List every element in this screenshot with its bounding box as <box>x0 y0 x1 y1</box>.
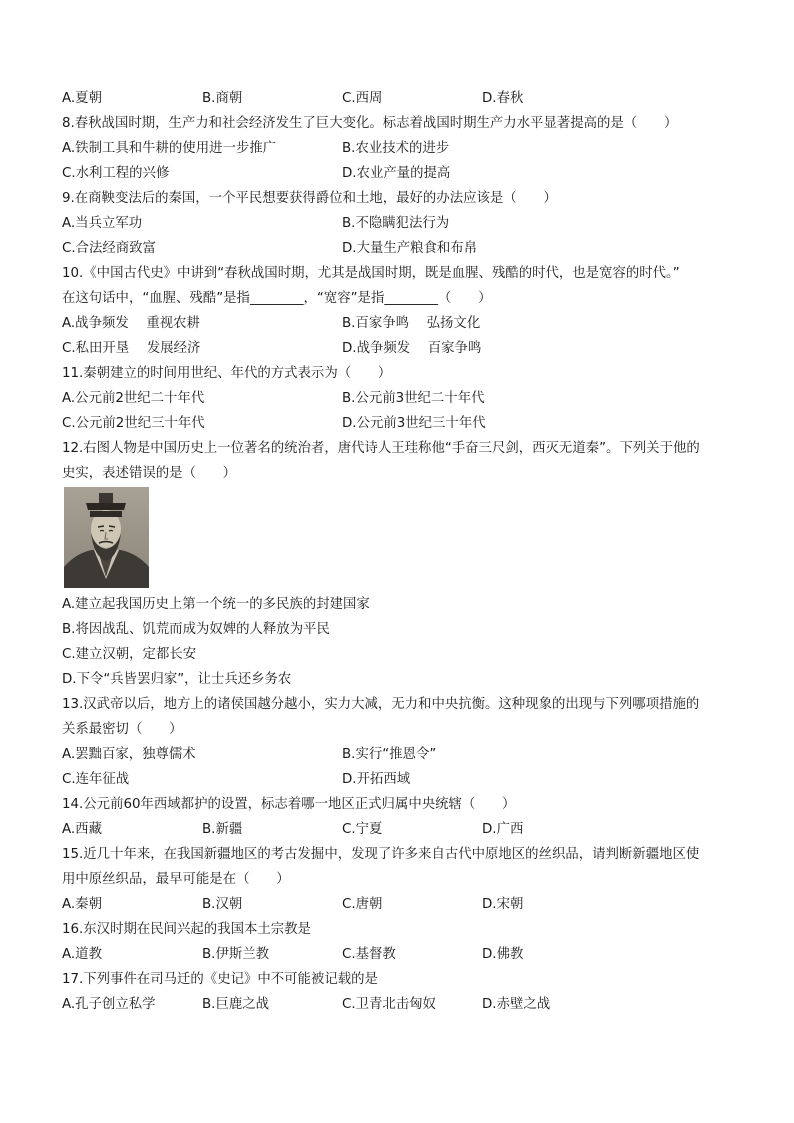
q15-option-d[interactable]: D.宋朝 <box>482 897 524 912</box>
q11-option-a[interactable]: A.公元前2世纪二十年代 <box>62 391 205 406</box>
q9-option-d[interactable]: D.大量生产粮食和布帛 <box>342 241 478 256</box>
q11-option-c[interactable]: C.公元前2世纪三十年代 <box>62 416 205 431</box>
q8-option-d[interactable]: D.农业产量的提高 <box>342 166 451 181</box>
q12-stem-line2: 史实，表述错误的是（ ） <box>62 466 237 481</box>
q11-options-row1 <box>62 386 742 411</box>
q13-options-row2 <box>62 767 742 792</box>
q14-option-b[interactable]: B.新疆 <box>202 822 243 837</box>
q9-option-c[interactable]: C.合法经商致富 <box>62 241 156 256</box>
q16-option-a[interactable]: A.道教 <box>62 947 102 962</box>
q12-option-c[interactable]: C.建立汉朝，定都长安 <box>62 647 197 662</box>
q8-option-a[interactable]: A.铁制工具和牛耕的使用进一步推广 <box>62 141 277 156</box>
q8-options-row1 <box>62 136 742 161</box>
q10-stem-line1: 10.《中国古代史》中讲到“春秋战国时期，尤其是战国时期，既是血腥、残酷的时代，也是宽容的时代。” <box>62 266 680 281</box>
q13-option-b[interactable]: B.实行“推恩令” <box>342 747 437 762</box>
q17-stem: 17.下列事件在司马迁的《史记》中不可能被记载的是 <box>62 972 378 987</box>
q11-option-b[interactable]: B.公元前3世纪二十年代 <box>342 391 485 406</box>
q15-stem-line1: 15.近几十年来，在我国新疆地区的考古发掘中，发现了许多来自古代中原地区的丝织品，请判断新疆地区使 <box>62 847 700 862</box>
q13-option-a[interactable]: A.罢黜百家，独尊儒术 <box>62 747 196 762</box>
q13-options-row1 <box>62 742 742 767</box>
q8-stem: 8.春秋战国时期，生产力和社会经济发生了巨大变化。标志着战国时期生产力水平显著提高的是（ ） <box>62 116 678 131</box>
q12-stem-line1: 12.右图人物是中国历史上一位著名的统治者，唐代诗人王珪称他“手奋三尺剑，西灭无道秦”。下列关于他的 <box>62 441 700 456</box>
q17-option-a[interactable]: A.孔子创立私学 <box>62 997 156 1012</box>
q9-stem: 9.在商鞅变法后的秦国，一个平民想要获得爵位和土地，最好的办法应该是（ ） <box>62 191 557 206</box>
q14-options <box>62 817 742 842</box>
q11-options-row2 <box>62 411 742 436</box>
q16-option-c[interactable]: C.基督教 <box>342 947 396 962</box>
q10-option-d[interactable]: D.战争频发 百家争鸣 <box>342 341 482 356</box>
q8-option-b[interactable]: B.农业技术的进步 <box>342 141 450 156</box>
q13-option-c[interactable]: C.连年征战 <box>62 772 130 787</box>
q15-options <box>62 892 742 917</box>
q10-options-row2 <box>62 336 742 361</box>
q13-option-d[interactable]: D.开拓西域 <box>342 772 411 787</box>
q10-option-a[interactable]: A.战争频发 重视农耕 <box>62 316 200 331</box>
q11-stem: 11.秦朝建立的时间用世纪、年代的方式表示为（ ） <box>62 366 392 381</box>
q16-options <box>62 942 742 967</box>
q14-option-d[interactable]: D.广西 <box>482 822 524 837</box>
q14-option-a[interactable]: A.西藏 <box>62 822 102 837</box>
q17-option-d[interactable]: D.赤壁之战 <box>482 997 551 1012</box>
q15-option-c[interactable]: C.唐朝 <box>342 897 383 912</box>
q15-option-b[interactable]: B.汉朝 <box>202 897 243 912</box>
q13-stem-line1: 13.汉武帝以后，地方上的诸侯国越分越小，实力大减，无力和中央抗衡。这种现象的出现与下列哪项措施的 <box>62 697 700 712</box>
q7-option-d[interactable]: D.春秋 <box>482 91 524 106</box>
q10-option-b[interactable]: B.百家争鸣 弘扬文化 <box>342 316 481 331</box>
exam-page <box>62 86 742 1017</box>
q12-option-d[interactable]: D.下令“兵皆罢归家”，让士兵还乡务农 <box>62 672 292 687</box>
q10-options-row1 <box>62 311 742 336</box>
q17-option-b[interactable]: B.巨鹿之战 <box>202 997 270 1012</box>
q8-option-c[interactable]: C.水利工程的兴修 <box>62 166 170 181</box>
q12-option-a[interactable]: A.建立起我国历史上第一个统一的多民族的封建国家 <box>62 597 370 612</box>
q15-stem-line2: 用中原丝织品，最早可能是在（ ） <box>62 872 290 887</box>
q11-option-d[interactable]: D.公元前3世纪三十年代 <box>342 416 486 431</box>
q14-option-c[interactable]: C.宁夏 <box>342 822 383 837</box>
q9-options-row1 <box>62 211 742 236</box>
q9-option-a[interactable]: A.当兵立军功 <box>62 216 143 231</box>
q9-options-row2 <box>62 236 742 261</box>
q16-stem: 16.东汉时期在民间兴起的我国本土宗教是 <box>62 922 311 937</box>
q7-option-a[interactable]: A.夏朝 <box>62 91 102 106</box>
q13-stem-line2: 关系最密切（ ） <box>62 722 183 737</box>
q17-options <box>62 992 742 1017</box>
q15-option-a[interactable]: A.秦朝 <box>62 897 102 912</box>
q16-option-d[interactable]: D.佛教 <box>482 947 524 962</box>
emperor-portrait-image <box>64 487 149 588</box>
q14-stem: 14.公元前60年西域都护的设置，标志着哪一地区正式归属中央统辖（ ） <box>62 797 516 812</box>
q7-option-c[interactable]: C.西周 <box>342 91 383 106</box>
q7-option-b[interactable]: B.商朝 <box>202 91 243 106</box>
q16-option-b[interactable]: B.伊斯兰教 <box>202 947 270 962</box>
q10-option-c[interactable]: C.私田开垦 发展经济 <box>62 341 201 356</box>
q10-stem-line2: 在这句话中，“血腥、残酷”是指________，“宽容”是指________（ ） <box>62 291 492 306</box>
q17-option-c[interactable]: C.卫青北击匈奴 <box>342 997 436 1012</box>
q7-options <box>62 86 742 111</box>
q12-option-b[interactable]: B.将因战乱、饥荒而成为奴婢的人释放为平民 <box>62 622 330 637</box>
q8-options-row2 <box>62 161 742 186</box>
q9-option-b[interactable]: B.不隐瞒犯法行为 <box>342 216 450 231</box>
